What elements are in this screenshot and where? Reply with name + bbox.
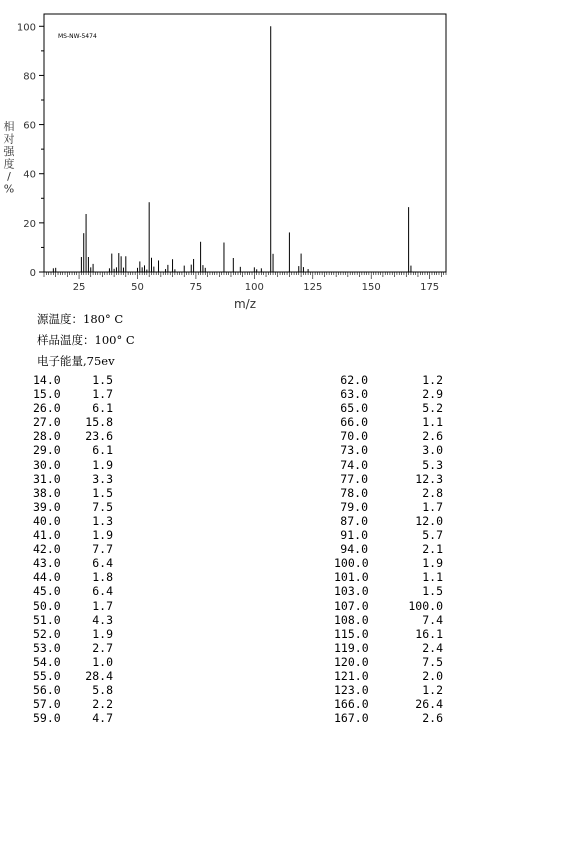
peak-intensity-value: 16.1: [415, 626, 443, 641]
peak-table-row: [334, 584, 443, 598]
peak-intensity-value: 1.8: [92, 570, 113, 585]
peak-mz-value: 28.0: [33, 429, 61, 444]
peak-table-row: [334, 486, 443, 500]
peak-table-row: [33, 542, 113, 556]
peak-intensity-value: 3.3: [92, 471, 113, 486]
peak-mz-value: 115.0: [334, 626, 369, 641]
peak-table-row: [33, 486, 113, 500]
x-tick-label: 50: [131, 282, 144, 293]
peak-intensity-value: 7.5: [92, 499, 113, 514]
y-tick-label: 60: [23, 120, 36, 132]
x-tick-label: 125: [303, 282, 323, 293]
peak-table-row: [334, 401, 443, 415]
peak-intensity-value: 5.2: [422, 401, 443, 416]
peak-table-row: [334, 613, 443, 627]
peak-intensity-value: 100.0: [408, 598, 443, 613]
peak-mz-value: 59.0: [33, 711, 61, 726]
peak-intensity-value: 6.1: [92, 401, 113, 416]
peak-intensity-value: 2.2: [92, 697, 113, 712]
electron-energy: 电子能量,75ev: [37, 354, 115, 368]
peak-intensity-value: 2.9: [422, 387, 443, 402]
peak-table-row: [334, 373, 443, 387]
peak-table-row: [334, 514, 443, 528]
x-axis-label: m/z: [233, 297, 257, 311]
peak-table-row: [33, 429, 113, 443]
peak-intensity-value: 6.4: [92, 556, 113, 571]
peak-mz-value: 79.0: [340, 499, 368, 514]
peak-intensity-value: 26.4: [415, 697, 443, 712]
peak-mz-value: 123.0: [334, 683, 369, 698]
peak-mz-value: 43.0: [33, 556, 61, 571]
peak-mz-value: 63.0: [340, 387, 368, 402]
x-tick-label: 75: [189, 282, 203, 293]
peak-mz-value: 14.0: [33, 373, 61, 387]
peak-table-row: [33, 500, 113, 514]
peak-table-row: [33, 711, 113, 725]
sample-id-label: MS-NW-5474: [58, 33, 97, 40]
peak-mz-value: 39.0: [33, 499, 61, 514]
peak-mz-value: 31.0: [33, 471, 61, 486]
peak-mz-value: 74.0: [340, 457, 368, 472]
peak-mz-value: 103.0: [334, 584, 369, 599]
peak-table-row: [334, 655, 443, 669]
y-axis-label-char: 度: [3, 157, 15, 171]
y-tick-label: 0: [29, 268, 36, 279]
peak-table-row: [334, 683, 443, 697]
peak-intensity-value: 2.6: [422, 711, 443, 726]
peak-table-row: [33, 387, 113, 401]
peak-table-row: [334, 599, 443, 613]
peak-table-row: [33, 570, 113, 584]
plot-frame: [44, 14, 446, 272]
peak-table-row: [334, 458, 443, 472]
x-tick-label: 100: [244, 282, 264, 293]
peak-intensity-value: 1.0: [92, 654, 113, 669]
peak-intensity-value: 1.2: [422, 373, 443, 387]
peak-table-row: [334, 429, 443, 443]
peak-intensity-value: 12.0: [415, 513, 443, 528]
peak-table-row: [33, 641, 113, 655]
peak-table-row: [334, 570, 443, 584]
peak-mz-value: 120.0: [334, 654, 369, 669]
peak-table-row: [334, 472, 443, 486]
peak-mz-value: 26.0: [33, 401, 61, 416]
y-axis-label-char: %: [3, 182, 15, 196]
peak-table-row: [33, 401, 113, 415]
peak-table-row: [334, 556, 443, 570]
peak-intensity-value: 1.2: [422, 683, 443, 698]
peak-table-row: [33, 669, 113, 683]
peak-intensity-value: 28.4: [85, 668, 113, 683]
peak-mz-value: 107.0: [334, 598, 369, 613]
peak-intensity-value: 1.9: [92, 528, 113, 543]
peak-intensity-value: 2.7: [92, 640, 113, 655]
peak-mz-value: 29.0: [33, 443, 61, 458]
peak-mz-value: 108.0: [334, 612, 369, 627]
peak-mz-value: 40.0: [33, 513, 61, 528]
peak-mz-value: 51.0: [33, 612, 61, 627]
peak-intensity-value: 1.7: [422, 499, 443, 514]
peak-table-row: [33, 613, 113, 627]
peak-table-row: [33, 683, 113, 697]
peak-mz-value: 50.0: [33, 598, 61, 613]
peak-table-row: [334, 542, 443, 556]
peak-table-row: [334, 500, 443, 514]
y-tick-label: 100: [16, 22, 36, 34]
peak-intensity-value: 2.6: [422, 429, 443, 444]
peak-intensity-value: 1.9: [422, 556, 443, 571]
peak-mz-value: 87.0: [340, 513, 368, 528]
peak-table-row: [33, 599, 113, 613]
peak-intensity-value: 23.6: [85, 429, 113, 444]
peak-mz-value: 42.0: [33, 542, 61, 557]
peak-mz-value: 101.0: [334, 570, 369, 585]
peak-intensity-value: 1.9: [92, 626, 113, 641]
peak-table-row: [334, 697, 443, 711]
source-temperature: 源温度：180° C: [37, 312, 124, 326]
x-tick-label: 175: [420, 282, 440, 293]
peak-mz-value: 100.0: [334, 556, 369, 571]
peak-table-row: [33, 458, 113, 472]
peak-mz-value: 53.0: [33, 640, 61, 655]
peak-table-row: [33, 655, 113, 669]
peak-mz-value: 38.0: [33, 485, 61, 500]
peak-table-row: [33, 373, 113, 387]
peak-intensity-value: 12.3: [415, 471, 443, 486]
peak-table-row: [33, 528, 113, 542]
peak-table-right: [334, 373, 443, 725]
y-axis-label-char: /: [7, 170, 11, 183]
peak-intensity-value: 1.1: [422, 415, 443, 430]
peak-table-row: [334, 387, 443, 401]
peak-intensity-value: 6.4: [92, 584, 113, 599]
peak-mz-value: 44.0: [33, 570, 61, 585]
peak-intensity-value: 1.9: [92, 457, 113, 472]
peak-mz-value: 56.0: [33, 683, 61, 698]
peak-intensity-value: 1.5: [422, 584, 443, 599]
peak-mz-value: 65.0: [340, 401, 368, 416]
peak-mz-value: 94.0: [340, 542, 368, 557]
y-tick-label: 80: [23, 71, 36, 83]
peak-mz-value: 121.0: [334, 668, 369, 683]
peak-table-row: [33, 514, 113, 528]
peak-table-row: [33, 443, 113, 457]
peak-table-row: [33, 584, 113, 598]
peak-mz-value: 15.0: [33, 387, 61, 402]
peak-table-row: [33, 472, 113, 486]
peak-mz-value: 27.0: [33, 415, 61, 430]
peak-intensity-value: 2.8: [422, 485, 443, 500]
sample-temperature: 样品温度：100° C: [37, 333, 135, 347]
peak-intensity-value: 7.5: [422, 654, 443, 669]
peak-mz-value: 54.0: [33, 654, 61, 669]
peak-table-row: [334, 415, 443, 429]
peak-mz-value: 45.0: [33, 584, 61, 599]
peak-table-row: [33, 415, 113, 429]
peak-intensity-value: 3.0: [422, 443, 443, 458]
peak-mz-value: 119.0: [334, 640, 369, 655]
peak-intensity-value: 4.3: [92, 612, 113, 627]
y-tick-label: 20: [23, 218, 36, 230]
peak-table-row: [33, 627, 113, 641]
peak-intensity-value: 1.3: [92, 513, 113, 528]
peak-intensity-value: 1.7: [92, 598, 113, 613]
peak-mz-value: 41.0: [33, 528, 61, 543]
peak-mz-value: 166.0: [334, 697, 369, 712]
mass-spectrum-chart: [0, 0, 570, 312]
peak-mz-value: 73.0: [340, 443, 368, 458]
peak-mz-value: 30.0: [33, 457, 61, 472]
peak-table-row: [334, 443, 443, 457]
peak-intensity-value: 1.7: [92, 387, 113, 402]
peak-intensity-value: 1.1: [422, 570, 443, 585]
y-axis-label-char: 对: [3, 132, 15, 146]
peak-intensity-value: 6.1: [92, 443, 113, 458]
peak-mz-value: 62.0: [340, 373, 368, 387]
peak-intensity-value: 7.4: [422, 612, 443, 627]
peak-intensity-value: 2.0: [422, 668, 443, 683]
y-axis-label-char: 相: [3, 120, 15, 133]
peak-mz-value: 167.0: [334, 711, 369, 726]
peak-mz-value: 70.0: [340, 429, 368, 444]
x-tick-label: 25: [72, 282, 86, 293]
peak-table-row: [334, 627, 443, 641]
peak-mz-value: 55.0: [33, 668, 61, 683]
peak-table-row: [33, 556, 113, 570]
y-tick-label: 40: [23, 169, 36, 181]
peak-intensity-value: 5.8: [92, 683, 113, 698]
peak-mz-value: 77.0: [340, 471, 368, 486]
peak-mz-value: 57.0: [33, 697, 61, 712]
peak-table-row: [33, 697, 113, 711]
peak-table-row: [334, 528, 443, 542]
peak-intensity-value: 5.3: [422, 457, 443, 472]
peak-intensity-value: 2.1: [422, 542, 443, 557]
peak-table-row: [334, 641, 443, 655]
peak-table-row: [334, 669, 443, 683]
peak-intensity-value: 15.8: [85, 415, 113, 430]
peak-mz-value: 78.0: [340, 485, 368, 500]
peak-intensity-value: 1.5: [92, 373, 113, 387]
peak-mz-value: 91.0: [340, 528, 368, 543]
peak-intensity-value: 1.5: [92, 485, 113, 500]
peak-intensity-value: 5.7: [422, 528, 443, 543]
x-tick-label: 150: [361, 282, 381, 293]
peak-mz-value: 52.0: [33, 626, 61, 641]
peak-mz-value: 66.0: [340, 415, 368, 430]
peak-table-left: [33, 373, 113, 725]
peak-intensity-value: 4.7: [92, 711, 113, 726]
peak-intensity-value: 2.4: [422, 640, 443, 655]
peak-table-row: [334, 711, 443, 725]
peak-intensity-value: 7.7: [92, 542, 113, 557]
y-axis-label-char: 强: [3, 145, 15, 158]
